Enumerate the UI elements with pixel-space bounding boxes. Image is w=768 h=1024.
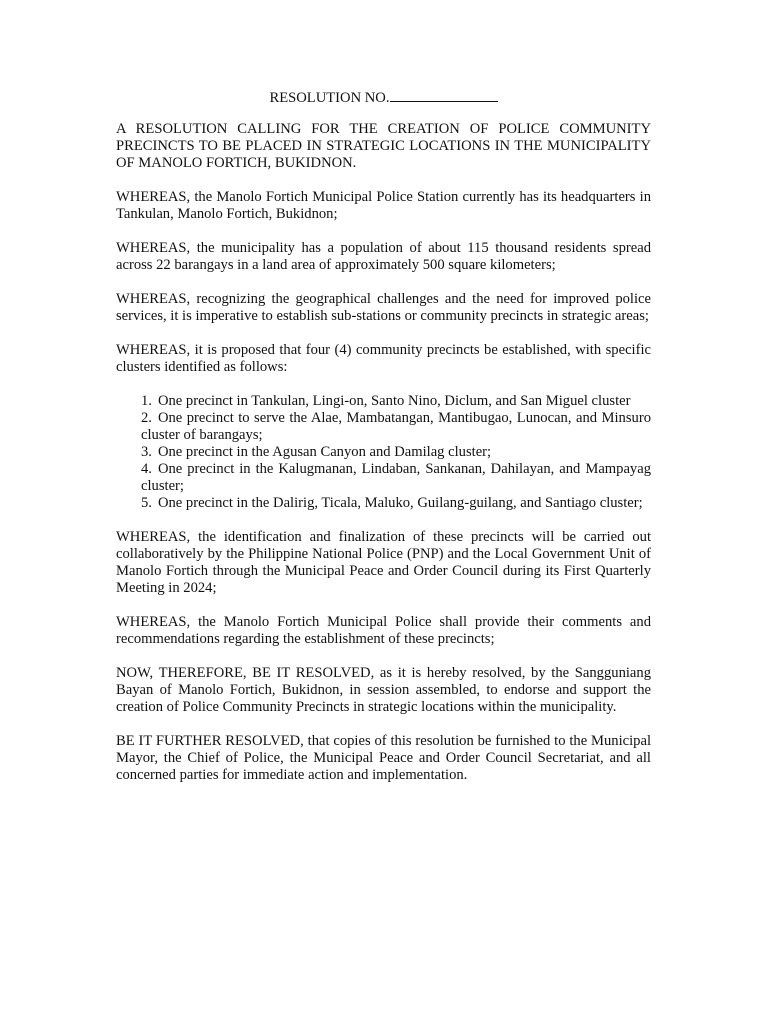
further-resolved-clause: BE IT FURTHER RESOLVED, that copies of this resolution be furnished to the Municipal Mayor, the Chief of Police, the Municipal Peace and Order Council Secretariat, and all concerned parties for immediate action and implementation. [116, 733, 651, 783]
cluster-number: 3. [141, 444, 152, 460]
resolved-clause: NOW, THEREFORE, BE IT RESOLVED, as it is hereby resolved, by the Sangguniang Bayan of Manolo Fortich, Bukidnon, in session assembled, to endorse and support the creation of Police Community Precincts in strategic locations within the municipality. [116, 665, 651, 715]
whereas-clause-1: WHEREAS, the Manolo Fortich Municipal Police Station currently has its headquarters in Tankulan, Manolo Fortich, Bukidnon; [116, 189, 651, 222]
whereas-clause-5: WHEREAS, the identification and finalization of these precincts will be carried out collaboratively by the Philippine National Police (PNP) and the Local Government Unit of Manolo Fortich through the Municipal Peace and Order Council during its First Quarterly Meeting in 2024; [116, 529, 651, 596]
cluster-item [141, 410, 651, 444]
whereas-clause-4: WHEREAS, it is proposed that four (4) community precincts be established, with specific clusters identified as follows: [116, 342, 651, 375]
cluster-text: One precinct in the Dalirig, Ticala, Maluko, Guilang-guilang, and Santiago cluster; [157, 495, 643, 511]
whereas-clause-2: WHEREAS, the municipality has a population of about 115 thousand residents spread across 22 barangays in a land area of approximately 500 square kilometers; [116, 240, 651, 273]
cluster-item [141, 444, 651, 461]
resolution-number-line [116, 88, 651, 107]
cluster-number: 4. [141, 461, 152, 477]
resolution-heading: A RESOLUTION CALLING FOR THE CREATION OF POLICE COMMUNITY PRECINCTS TO BE PLACED IN STRATEGIC LOCATIONS IN THE MUNICIPALITY OF MANOLO FORTICH, BUKIDNON. [116, 121, 651, 171]
cluster-text: One precinct in the Agusan Canyon and Damilag cluster; [157, 444, 492, 460]
cluster-text: One precinct in the Kalugmanan, Lindaban, Sankanan, Dahilayan, and Mampayag cluster; [141, 461, 651, 494]
cluster-item [141, 393, 651, 410]
resolution-number-blank [390, 88, 498, 102]
document-page [116, 88, 651, 801]
cluster-text: One precinct in Tankulan, Lingi-on, Santo Nino, Diclum, and San Miguel cluster [157, 393, 631, 409]
cluster-item [141, 461, 651, 495]
whereas-clause-3: WHEREAS, recognizing the geographical challenges and the need for improved police services, it is imperative to establish sub-stations or community precincts in strategic areas; [116, 291, 651, 324]
precinct-cluster-list [116, 393, 651, 512]
cluster-number: 1. [141, 393, 152, 409]
resolution-number-label: RESOLUTION NO. [269, 90, 390, 106]
cluster-text: One precinct to serve the Alae, Mambatangan, Mantibugao, Lunocan, and Minsuro cluster of barangays; [141, 410, 651, 443]
cluster-number: 2. [141, 410, 152, 426]
cluster-number: 5. [141, 495, 152, 511]
cluster-item [141, 495, 651, 512]
whereas-clause-6: WHEREAS, the Manolo Fortich Municipal Police shall provide their comments and recommendations regarding the establishment of these precincts; [116, 614, 651, 647]
